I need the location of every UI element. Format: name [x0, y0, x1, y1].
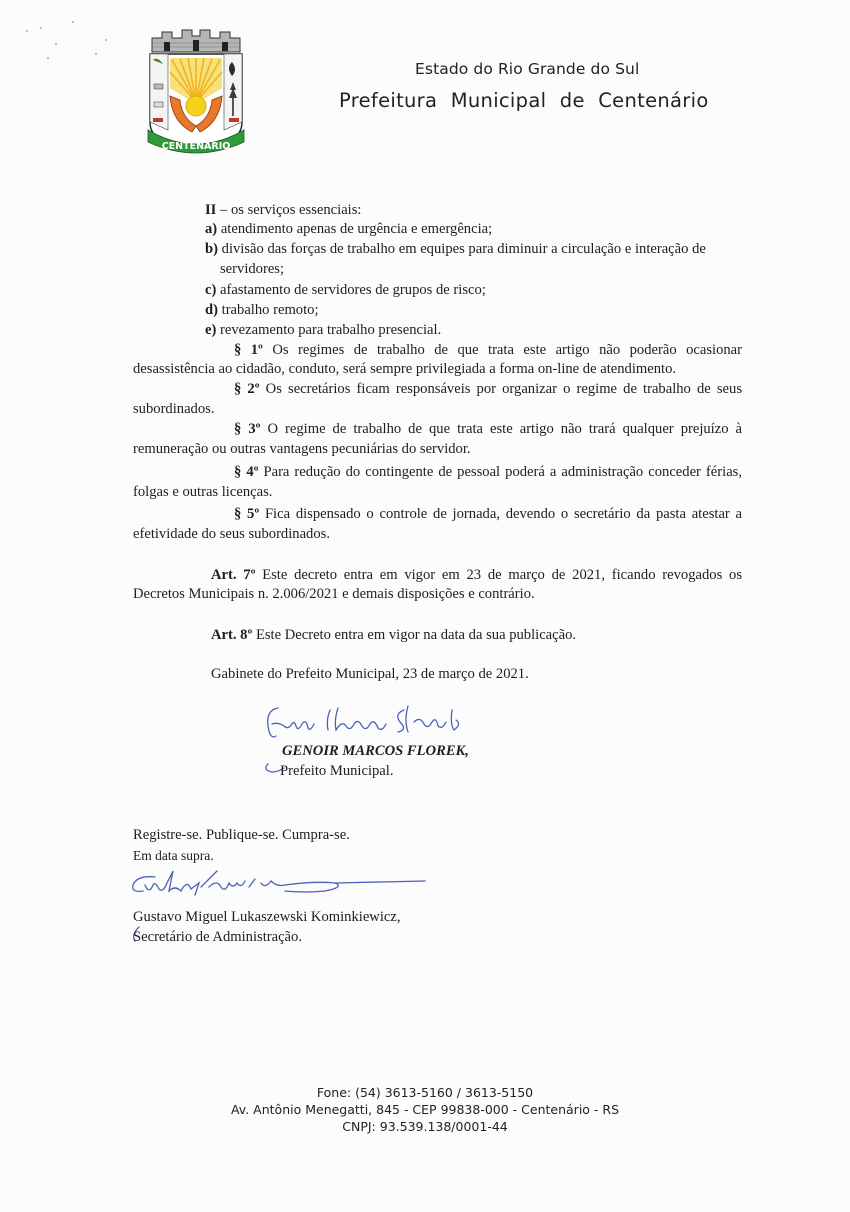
scan-speck	[95, 53, 97, 55]
paragraph-4-line-2: folgas e outras licenças.	[133, 484, 273, 500]
scan-speck	[47, 57, 49, 59]
paragraph-3-line-2: remuneração ou outras vantagens pecuniárias do servidor.	[133, 441, 471, 457]
paragraph-5-line-1	[234, 505, 742, 523]
list-item-label: d)	[205, 302, 218, 318]
paragraph-5-line-2: efetividade do seus subordinados.	[133, 526, 330, 542]
mayor-name: GENOIR MARCOS FLOREK,	[282, 743, 469, 759]
list-item	[205, 220, 492, 238]
paragraph-2-line-1	[234, 380, 742, 398]
municipal-coat-of-arms-logo	[142, 26, 250, 154]
paragraph-number: § 3º	[234, 421, 261, 437]
municipality-heading: Prefeitura Municipal de Centenário	[339, 89, 709, 112]
article-number: Art. 7º	[211, 567, 256, 583]
secretary-title: Secretário de Administração.	[133, 929, 302, 945]
list-item-text: atendimento apenas de urgência e emergência;	[220, 221, 493, 237]
list-item-continuation: servidores;	[220, 261, 285, 277]
article-text: Este decreto entra em vigor em 23 de março de 2021, ficando revogados os	[262, 567, 742, 583]
list-item-label: b)	[205, 241, 218, 257]
list-item	[205, 321, 441, 339]
list-item-label: c)	[205, 282, 217, 298]
article-7-line-1	[211, 566, 742, 584]
footer-phone: Fone: (54) 3613-5160 / 3613-5150	[316, 1085, 534, 1100]
list-item	[205, 281, 486, 299]
scan-speck	[26, 30, 28, 32]
registration-date-line: Em data supra.	[133, 848, 214, 863]
paragraph-text: Fica dispensado o controle de jornada, devendo o secretário da pasta atestar a	[264, 506, 743, 522]
scan-speck	[55, 43, 57, 45]
paragraph-1-line-1	[234, 341, 742, 359]
secretary-name: Gustavo Miguel Lukaszewski Kominkiewicz,	[133, 909, 401, 925]
list-item-label: a)	[205, 221, 218, 237]
list-item-text: revezamento para trabalho presencial.	[220, 322, 442, 338]
footer-cnpj: CNPJ: 93.539.138/0001-44	[342, 1119, 508, 1134]
article-7-line-2: Decretos Municipais n. 2.006/2021 e demais disposições e contrário.	[133, 586, 535, 602]
paragraph-text: O regime de trabalho de que trata este artigo não trará qualquer prejuízo à	[267, 421, 742, 437]
logo-banner-text: CENTENÁRIO	[161, 141, 231, 152]
paragraph-text: Os regimes de trabalho de que trata este artigo não poderão ocasionar	[272, 342, 743, 358]
mayor-title: Prefeito Municipal.	[280, 763, 394, 779]
list-item-label: e)	[205, 322, 217, 338]
paragraph-text: Os secretários ficam responsáveis por organizar o regime de trabalho de seus	[265, 381, 743, 397]
scan-speck	[72, 21, 74, 23]
sun-icon	[186, 96, 206, 116]
scan-speck	[40, 27, 42, 29]
list-item-text: trabalho remoto;	[221, 302, 319, 318]
section-number: II	[205, 202, 217, 218]
registration-line: Registre-se. Publique-se. Cumpra-se.	[133, 827, 350, 843]
list-item-text: divisão das forças de trabalho em equipes para diminuir a circulação e interação de	[221, 241, 706, 257]
list-item	[205, 301, 319, 319]
scan-speck	[105, 39, 107, 41]
paragraph-text: Para redução do contingente de pessoal poderá a administração conceder férias,	[263, 464, 742, 480]
article-8	[211, 626, 576, 644]
place-and-date: Gabinete do Prefeito Municipal, 23 de março de 2021.	[211, 666, 529, 682]
list-item	[205, 240, 706, 258]
paragraph-1-line-2: desassistência ao cidadão, conduto, será sempre privilegiada a forma on-line de atendimento.	[133, 361, 677, 377]
section-heading-text: – os serviços essenciais:	[216, 202, 362, 218]
paragraph-2-line-2: subordinados.	[133, 401, 215, 417]
paragraph-4-line-1	[234, 463, 742, 481]
article-number: Art. 8º	[211, 627, 253, 643]
section-heading	[205, 201, 361, 219]
list-item-text: afastamento de servidores de grupos de risco;	[220, 282, 486, 298]
paragraph-3-line-1	[234, 420, 742, 438]
paragraph-number: § 5º	[234, 506, 260, 522]
state-heading: Estado do Rio Grande do Sul	[415, 60, 640, 78]
footer-address: Av. Antônio Menegatti, 845 - CEP 99838-000 - Centenário - RS	[230, 1102, 620, 1117]
paragraph-number: § 4º	[234, 464, 259, 480]
paragraph-number: § 2º	[234, 381, 260, 397]
article-text: Este Decreto entra em vigor na data da sua publicação.	[255, 627, 577, 643]
paragraph-number: § 1º	[234, 342, 263, 358]
